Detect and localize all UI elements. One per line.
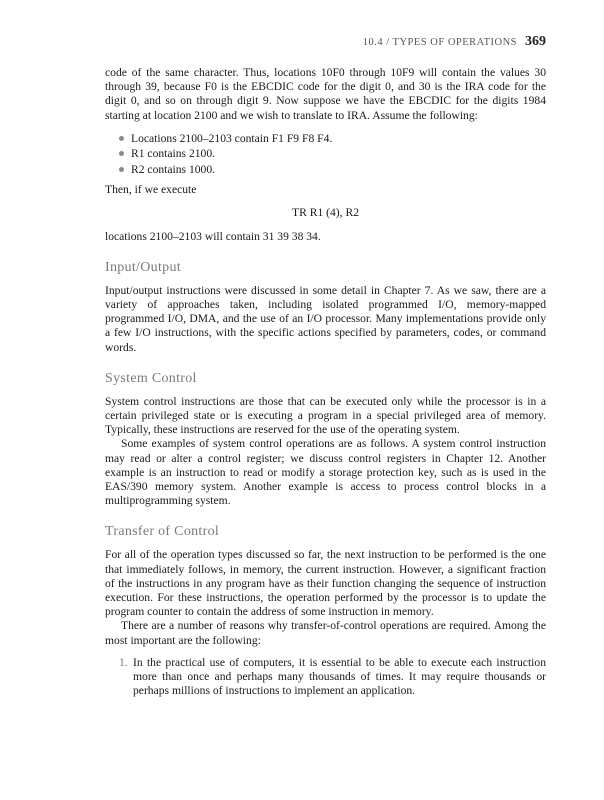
body-text	[105, 66, 546, 698]
transfer-paragraph-1: For all of the operation types discussed so far, the next instruction to be performed is the one that immediately follows, in memory, the current instruction. However, a significant fraction of the instructions in any program have as their function changing the sequence of instruction execution. For these instructions, the operation performed by the processor is to update the program counter to contain the address of some instruction in memory.	[105, 548, 546, 619]
system-control-paragraph-1: System control instructions are those that can be executed only while the processor is in a certain privileged state or is executing a program in a special privileged area of memory. Typically, these instructions are reserved for the use of the operating system.	[105, 394, 546, 437]
bullet-icon	[119, 136, 124, 141]
result-line: locations 2100–2103 will contain 31 39 38 34.	[105, 229, 321, 243]
reasons-list	[105, 656, 546, 699]
section-heading-system-control: System Control	[105, 370, 197, 386]
list-number: 1.	[119, 655, 128, 669]
list-item-text: In the practical use of computers, it is essential to be able to execute each instruction more than once and perhaps many thousands of times. It may require thousands or perhaps millions of instructions to implement an application.	[133, 655, 546, 698]
list-item: Locations 2100–2103 contain F1 F9 F8 F4.	[119, 131, 546, 147]
bullet-icon	[119, 167, 124, 172]
running-head-title: 10.4 / TYPES OF OPERATIONS	[362, 37, 517, 48]
page-number: 369	[525, 34, 546, 49]
list-item: R2 contains 1000.	[119, 162, 546, 178]
intro-paragraph: code of the same character. Thus, locations 10F0 through 10F9 will contain the values 30 through 39, because F0 is the EBCDIC code for the digit 0, and 30 is the IRA code for the digit 0, and so on through digit 9. Now suppose we have the EBCDIC for the digits 1984 starting at location 2100 and we wish to translate to IRA. Assume the following:	[105, 66, 546, 122]
section-heading-io: Input/Output	[105, 259, 181, 275]
list-item: R1 contains 2100.	[119, 146, 546, 162]
running-head	[105, 34, 546, 50]
list-item	[119, 656, 546, 699]
system-control-paragraph-2: Some examples of system control operations are as follows. A system control instruction may read or alter a control register; we discuss control registers in Chapter 12. Another example is an instruction to read or modify a storage protection key, such as is used in the EAS/390 memory system. Another example is access to process control blocks in a multiprogramming system.	[105, 437, 546, 508]
instruction-example: TR R1 (4), R2	[292, 205, 359, 219]
section-heading-transfer-of-control: Transfer of Control	[105, 524, 220, 540]
transfer-paragraph-2: There are a number of reasons why transfer-of-control operations are required. Among the most important are the following:	[105, 619, 546, 647]
then-line: Then, if we execute	[105, 183, 197, 197]
io-paragraph: Input/output instructions were discussed in some detail in Chapter 7. As we saw, there are a variety of approaches taken, including isolated programmed I/O, memory-mapped programmed I/O, DMA, and the use of an I/O processor. Many implementations provide only a few I/O instructions, with the specific actions specified by parameters, codes, or command words.	[105, 283, 546, 354]
bullet-icon	[119, 151, 124, 156]
assumption-list	[105, 131, 546, 178]
